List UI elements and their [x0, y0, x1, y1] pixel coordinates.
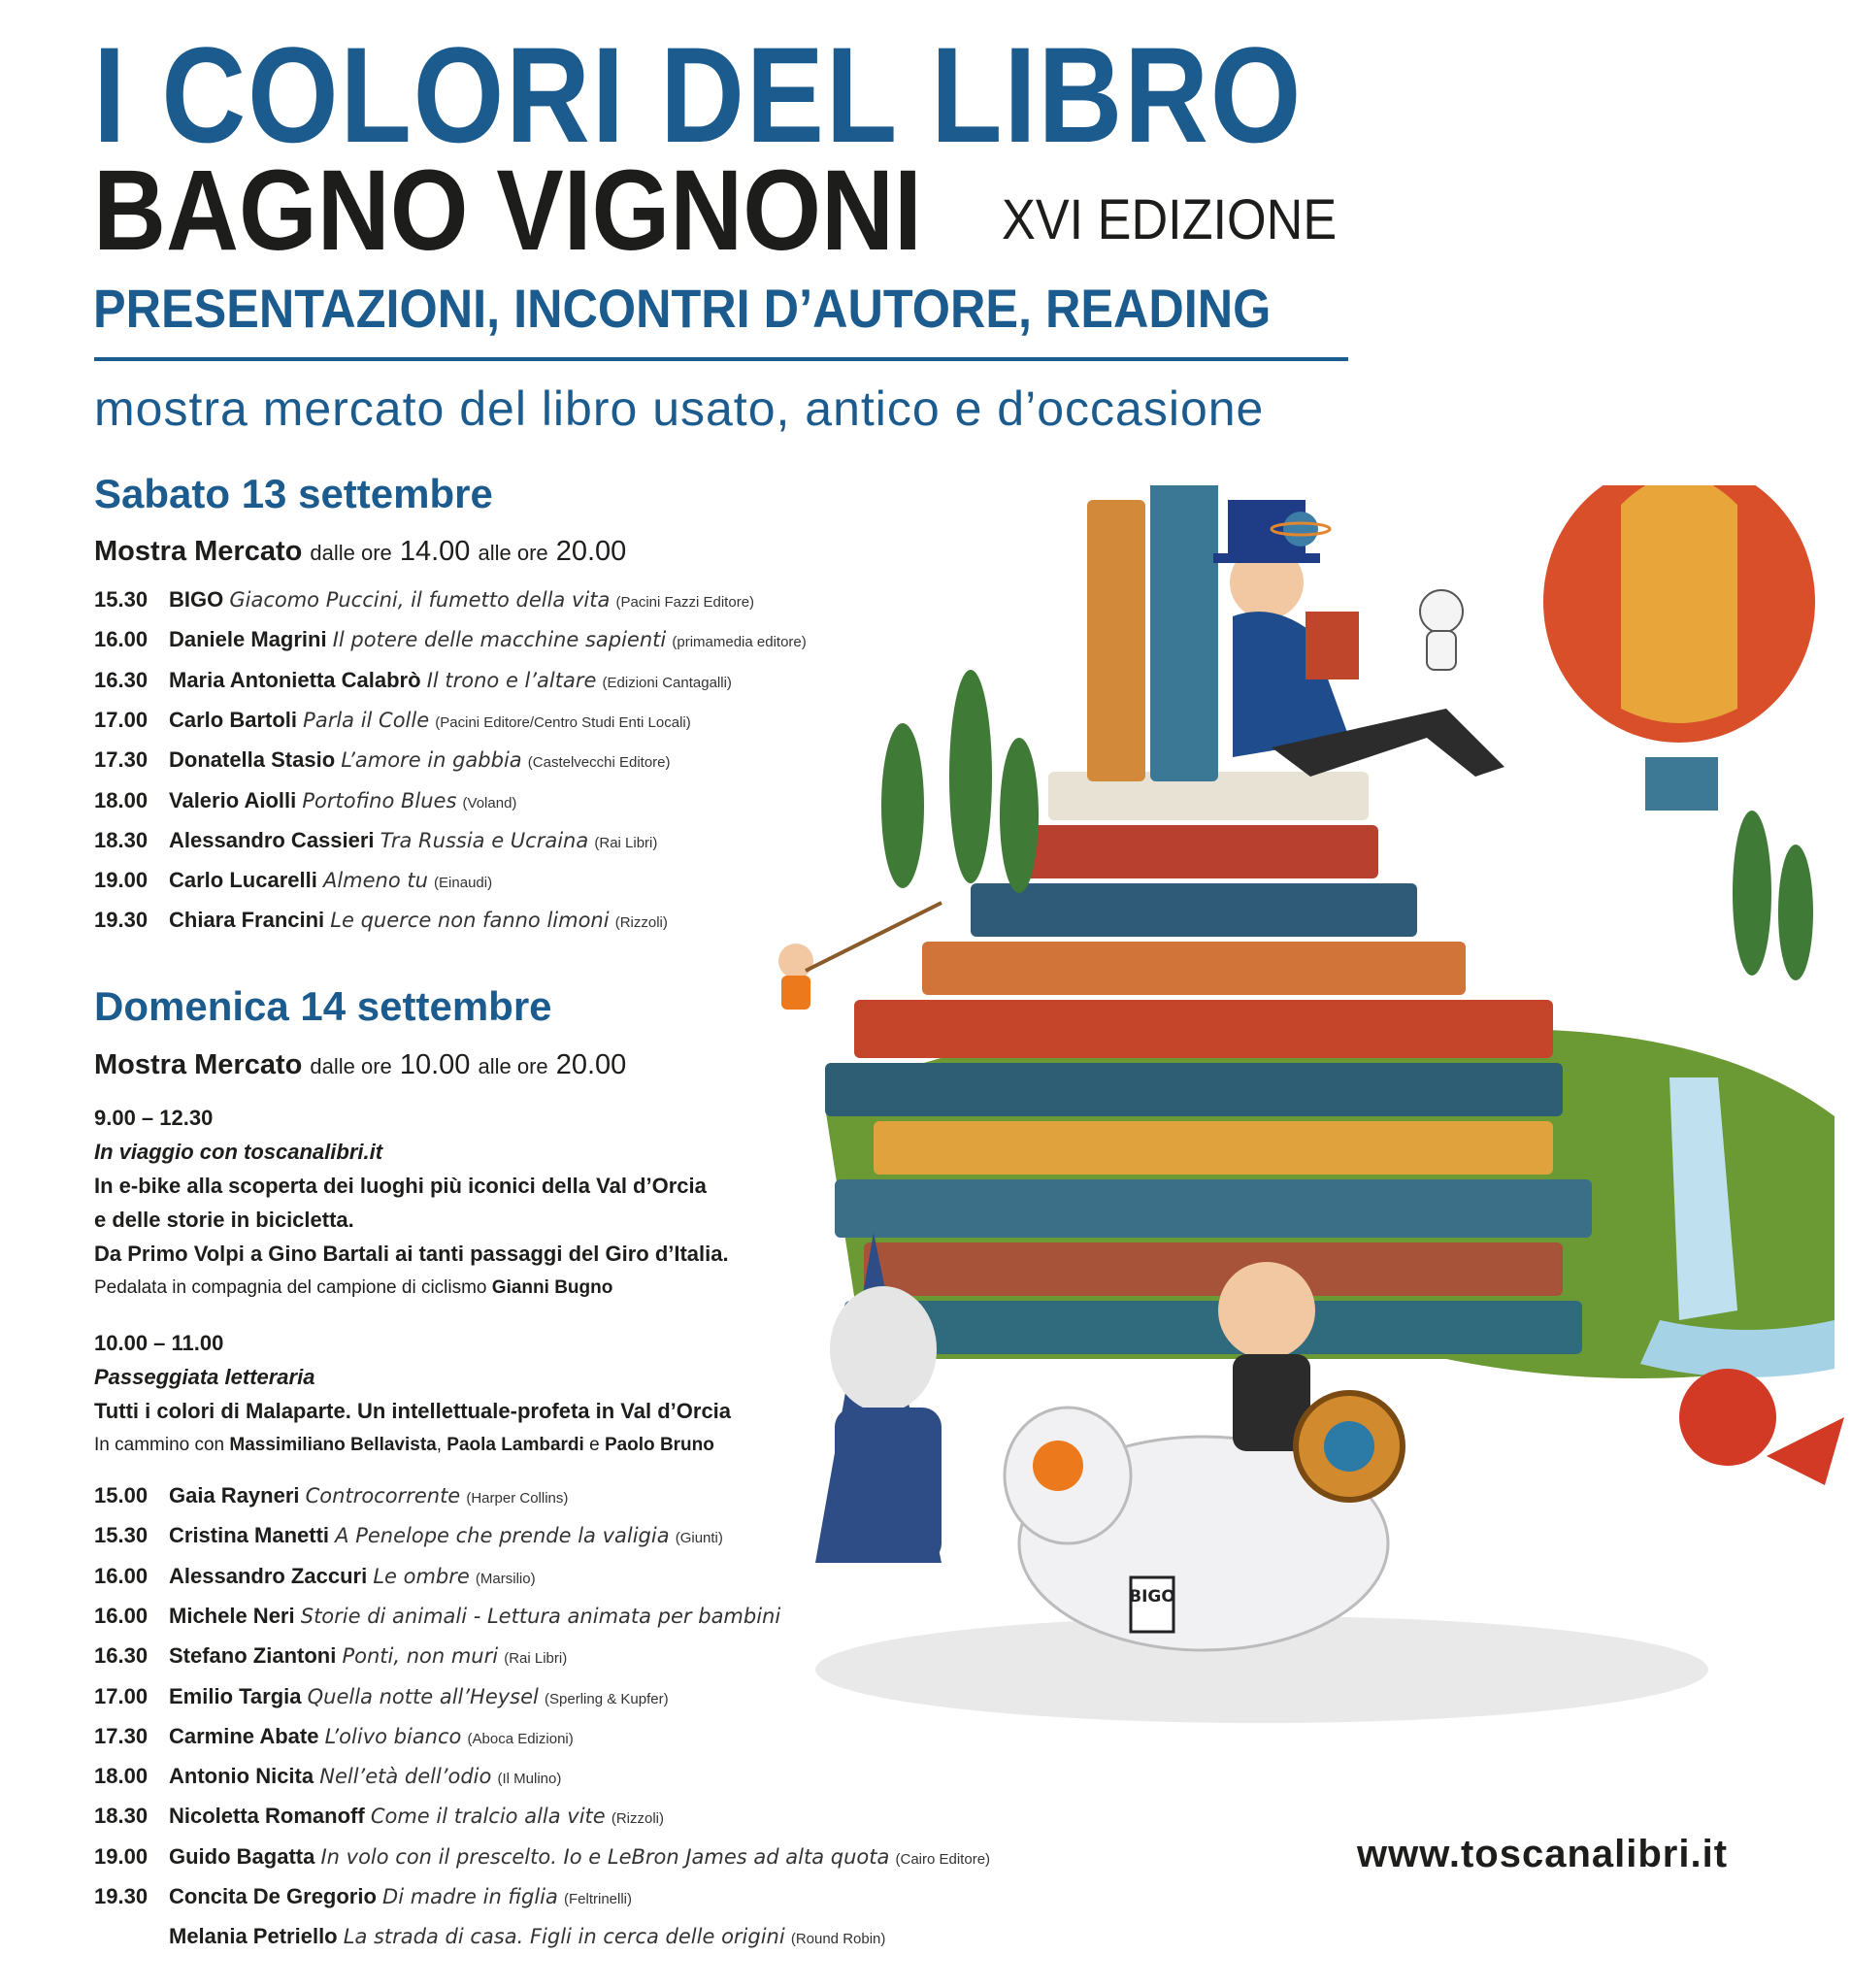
event-author: Maria Antonietta Calabrò [169, 667, 421, 692]
saturday-mercato [94, 538, 626, 566]
place-name: BAGNO VIGNONI [93, 147, 922, 275]
event-book: L’amore in gabbia [341, 748, 522, 773]
event-author: Stefano Ziantoni [169, 1643, 337, 1669]
event-book: L’olivo bianco [324, 1724, 462, 1748]
event-publisher: (Edizioni Cantagalli) [602, 674, 732, 691]
edition-label: XVI EDIZIONE [1002, 188, 1338, 251]
event-row [94, 906, 668, 935]
event-time: 15.00 [94, 1483, 149, 1508]
event-author: BIGO [169, 587, 224, 612]
event-author: Guido Bagatta [169, 1843, 315, 1869]
event-time: 18.00 [94, 787, 149, 812]
from-label: dalle ore [310, 541, 392, 565]
event-book: A Penelope che prende la valigia [335, 1524, 670, 1548]
event-time: 16.00 [94, 1603, 149, 1628]
ride-time: 9.00 – 12.30 [94, 1106, 214, 1130]
event-book: La strada di casa. Figli in cerca delle origini [343, 1925, 785, 1949]
to-label: alle ore [478, 541, 548, 565]
event-time: 16.30 [94, 667, 149, 692]
event-author: Gaia Rayneri [169, 1483, 300, 1508]
event-row [94, 625, 807, 654]
event-publisher: (Rai Libri) [594, 834, 658, 851]
sunday-heading: Domenica 14 settembre [94, 983, 552, 1029]
event-time: 17.00 [94, 1683, 149, 1708]
event-row [94, 1481, 568, 1510]
event-book: Il trono e l’altare [426, 668, 597, 692]
event-publisher: (Round Robin) [790, 1931, 886, 1948]
event-row [94, 866, 492, 895]
event-book: Almeno tu [322, 869, 428, 893]
event-author: Daniele Magrini [169, 627, 327, 652]
event-publisher: (Giunti) [675, 1530, 723, 1547]
hot-air-balloon [1543, 485, 1815, 811]
event-book: Tra Russia e Ucraina [380, 828, 589, 852]
event-author: Antonio Nicita [169, 1764, 314, 1789]
event-publisher: (Pacini Fazzi Editore) [615, 594, 755, 611]
event-book: Parla il Colle [303, 708, 430, 732]
event-book: Come il tralcio alla vite [370, 1805, 606, 1829]
planet [1283, 512, 1318, 547]
event-time: 16.00 [94, 627, 149, 652]
event-author: Nicoletta Romanoff [169, 1804, 365, 1829]
event-publisher: (Rizzoli) [611, 1810, 664, 1828]
astronaut [1420, 590, 1463, 670]
event-row [94, 1842, 990, 1872]
to-label: alle ore [478, 1054, 548, 1078]
event-row [94, 786, 516, 815]
event-publisher: (primamedia editore) [672, 634, 807, 651]
event-author: Melania Petriello [169, 1924, 338, 1949]
ride-title: In viaggio con toscanalibri.it [94, 1140, 383, 1164]
event-publisher: (Rizzoli) [614, 914, 668, 932]
event-time: 18.30 [94, 827, 149, 852]
event-time: 15.30 [94, 587, 149, 612]
dragon [1679, 1369, 1844, 1485]
from-time: 10.00 [399, 1049, 471, 1080]
event-row [94, 585, 754, 614]
event-book: Portofino Blues [302, 788, 457, 812]
event-time: 19.30 [94, 1884, 149, 1908]
walk-note: In cammino con Massimiliano Bellavista, Paola Lambardi e Paolo Bruno [94, 1435, 714, 1455]
to-time: 20.00 [555, 536, 627, 567]
event-author: Carmine Abate [169, 1723, 319, 1748]
ride-line: In e-bike alla scoperta dei luoghi più iconici della Val d’Orcia [94, 1174, 707, 1198]
event-time: 16.30 [94, 1643, 149, 1669]
mercato-label: Mostra Mercato [94, 536, 303, 567]
event-book: Ponti, non muri [342, 1644, 499, 1669]
event-row [94, 1682, 669, 1711]
event-time: 17.30 [94, 1723, 149, 1748]
event-row [94, 826, 657, 855]
event-author: Donatella Stasio [169, 747, 336, 773]
artist-signature [1129, 1577, 1175, 1632]
event-time: 17.00 [94, 707, 149, 732]
reading-man [1213, 500, 1504, 777]
event-row [94, 1762, 561, 1791]
event-time: 18.00 [94, 1764, 149, 1789]
event-book: Le ombre [373, 1564, 470, 1588]
event-author: Cristina Manetti [169, 1523, 330, 1548]
from-time: 14.00 [399, 536, 471, 567]
event-publisher: (Cairo Editore) [895, 1850, 991, 1868]
from-label: dalle ore [310, 1054, 392, 1078]
event-book: Giacomo Puccini, il fumetto della vita [229, 588, 611, 612]
website-url[interactable]: www.toscanalibri.it [1357, 1833, 1729, 1875]
event-row [94, 706, 691, 735]
event-book: Storie di animali - Lettura animata per bambini [300, 1604, 781, 1628]
walk-title: Passeggiata letteraria [94, 1365, 315, 1389]
event-book: Il potere delle macchine sapienti [332, 628, 667, 652]
walk-event [94, 1326, 731, 1462]
event-book: Di madre in figlia [382, 1885, 558, 1908]
event-author: Emilio Targia [169, 1683, 302, 1708]
event-row [94, 1641, 567, 1671]
event-book: Quella notte all’Heysel [307, 1684, 539, 1708]
event-time: 19.00 [94, 1843, 149, 1869]
event-publisher: (Rai Libri) [504, 1650, 568, 1668]
event-time: 19.30 [94, 908, 149, 933]
event-row [94, 1602, 780, 1631]
event-publisher: (Castelvecchi Editore) [527, 754, 671, 772]
event-publisher: (Aboca Edizioni) [467, 1730, 574, 1747]
event-book: Nell’età dell’odio [319, 1765, 492, 1789]
book-stack [825, 485, 1592, 1354]
sunday-mercato [94, 1051, 626, 1079]
header-divider [94, 357, 1348, 361]
event-author: Valerio Aiolli [169, 787, 297, 812]
event-time: 17.30 [94, 747, 149, 773]
event-publisher: (Harper Collins) [466, 1490, 569, 1507]
page-title: I COLORI DEL LIBRO [93, 18, 1304, 171]
ride-event [94, 1101, 729, 1305]
event-author: Carlo Lucarelli [169, 868, 317, 893]
event-author: Chiara Francini [169, 908, 325, 933]
event-time: 19.00 [94, 868, 149, 893]
event-time: 16.00 [94, 1563, 149, 1588]
signature-text: BIGO [1129, 1587, 1175, 1607]
event-author: Alessandro Cassieri [169, 827, 375, 852]
event-row [94, 1722, 574, 1751]
event-row [94, 1562, 536, 1591]
event-publisher: (Il Mulino) [497, 1771, 562, 1788]
event-row [94, 1521, 723, 1550]
illustration [767, 485, 1851, 1738]
mercato-label: Mostra Mercato [94, 1049, 303, 1080]
event-publisher: (Einaudi) [434, 875, 493, 892]
event-author: Michele Neri [169, 1603, 295, 1628]
event-publisher: (Voland) [462, 794, 517, 812]
event-time: 18.30 [94, 1804, 149, 1829]
walk-time: 10.00 – 11.00 [94, 1331, 224, 1355]
event-book: Le querce non fanno limoni [330, 909, 610, 933]
ride-line: e delle storie in bicicletta. [94, 1208, 354, 1232]
event-row [94, 746, 671, 775]
event-row [94, 666, 732, 695]
tagline: mostra mercato del libro usato, antico e d’occasione [94, 381, 1265, 436]
event-publisher: (Feltrinelli) [564, 1891, 633, 1907]
event-publisher: (Marsilio) [475, 1570, 536, 1587]
to-time: 20.00 [555, 1049, 627, 1080]
walk-line: Tutti i colori di Malaparte. Un intellettuale-profeta in Val d’Orcia [94, 1399, 732, 1423]
event-row [94, 1882, 632, 1911]
event-publisher: (Pacini Editore/Centro Studi Enti Locali) [435, 713, 691, 731]
event-author: Alessandro Zaccuri [169, 1563, 368, 1588]
saturday-heading: Sabato 13 settembre [94, 471, 493, 516]
event-row [94, 1922, 885, 1951]
subtitle: PRESENTAZIONI, INCONTRI D’AUTORE, READING [93, 278, 1272, 339]
ride-line: Da Primo Volpi a Gino Bartali ai tanti passaggi del Giro d’Italia. [94, 1242, 729, 1266]
event-publisher: (Sperling & Kupfer) [545, 1690, 669, 1707]
event-author: Carlo Bartoli [169, 707, 298, 732]
event-row [94, 1802, 664, 1831]
ride-note: Pedalata in compagnia del campione di ciclismo Gianni Bugno [94, 1277, 613, 1298]
event-time: 15.30 [94, 1523, 149, 1548]
event-book: Controcorrente [305, 1484, 461, 1508]
fisherman [778, 903, 942, 1010]
event-author: Concita De Gregorio [169, 1884, 377, 1908]
event-book: In volo con il prescelto. Io e LeBron James ad alta quota [320, 1844, 890, 1869]
